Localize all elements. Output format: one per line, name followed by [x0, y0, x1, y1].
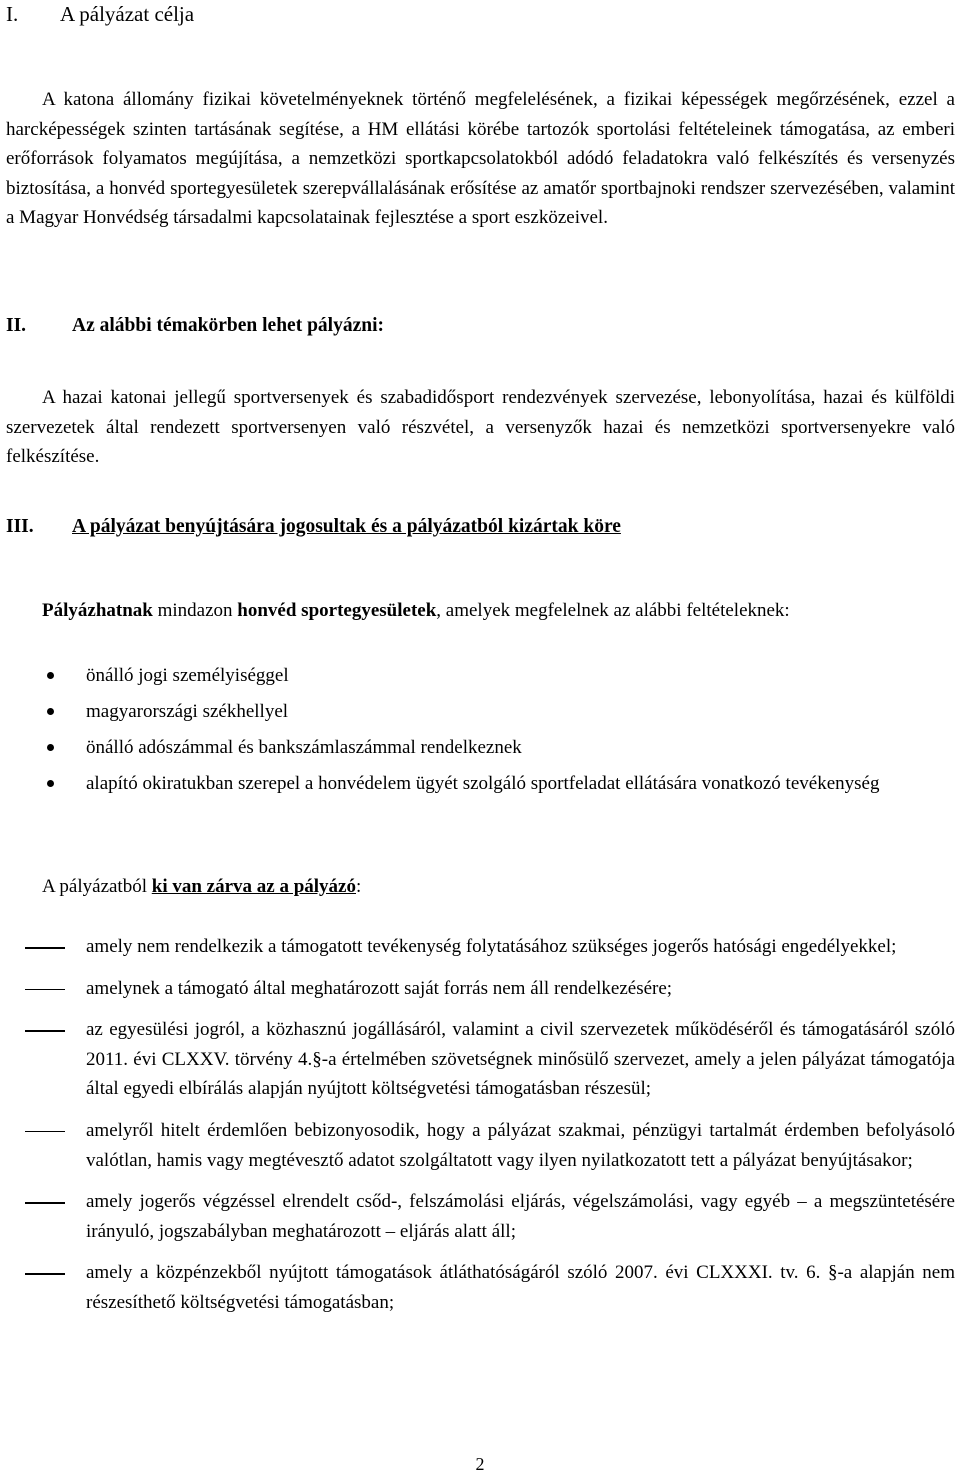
conditions-list: [6, 661, 955, 805]
bullet-icon: [47, 708, 54, 715]
excluded-bold: ki van zárva az a pályázó: [151, 876, 356, 897]
list-item: az egyesülési jogról, a közhasznú jogállásáról, valamint a civil szervezetek működéséről és támogatásáról szóló 2011. évi CLXXV. törvény 4.§-a értelmében szövetségnek minősülő szervezet, amely a jelen pályázat támogatója által egyedi elbírálás alapján nyújtott költségvetési támogatásban részesül;: [6, 1015, 955, 1104]
bullet-icon: [47, 780, 54, 787]
section-1-number: I.: [6, 2, 19, 26]
list-item: alapító okiratukban szerepel a honvédelem ügyét szolgáló sportfeladat ellátására vonatkozó tevékenység: [6, 769, 955, 798]
list-item: amelyről hitelt érdemlően bebizonyosodik, hogy a pályázat szakmai, pénzügyi tartalmát érdemben befolyásoló valótlan, hamis vagy megtévesztő adatot szolgáltatott vagy ilyen nyilatkozatott tett a pályázat benyújtásakor;: [6, 1116, 955, 1175]
section-2-paragraph: [6, 383, 955, 472]
list-item: magyarországi székhellyel: [6, 697, 955, 726]
section-1-paragraph: [6, 85, 955, 233]
eligible-mid: mindazon: [152, 600, 238, 621]
page-number: 2: [475, 1454, 485, 1474]
dash-icon: [25, 1202, 65, 1204]
section-2-number: II.: [6, 315, 27, 336]
list-item: amelynek a támogató által meghatározott saját forrás nem áll rendelkezésére;: [6, 974, 955, 1004]
section-2-heading: [6, 315, 384, 337]
dash-icon: [25, 1273, 65, 1275]
section-3-number: III.: [6, 516, 34, 537]
eligible-bold-1: Pályázhatnak: [42, 600, 153, 621]
excluded-pre: A pályázatból: [42, 876, 152, 897]
dash-icon: [25, 947, 65, 949]
list-item: önálló jogi személyiséggel: [6, 661, 955, 690]
dash-icon: [25, 1131, 65, 1133]
dash-icon: [25, 1030, 65, 1032]
eligible-rest: , amelyek megfelelnek az alábbi feltételeknek:: [436, 600, 790, 621]
excluded-paragraph: [6, 872, 955, 902]
section-1-heading: [6, 2, 194, 27]
exclusions-list: [6, 932, 955, 1318]
section-2-title: Az alábbi témakörben lehet pályázni:: [72, 315, 384, 336]
section-2-text: A hazai katonai jellegű sportversenyek és szabadidősport rendezvények szervezése, lebonyolítása, hazai és külföldi szervezetek által rendezett sportversenyen való részvétel, a versenyzők hazai és nemzetközi sportversenyekre való felkészítése.: [6, 387, 955, 467]
list-item: amely jogerős végzéssel elrendelt csőd-, felszámolási eljárás, végelszámolási, vagy egyéb – a megszüntetésére irányuló, jogszabályban meghatározott – eljárás alatt áll;: [6, 1187, 955, 1246]
list-item: önálló adószámmal és bankszámlaszámmal rendelkeznek: [6, 733, 955, 762]
section-1-text: A katona állomány fizikai követelményeknek történő megfelelésének, a fizikai képességek megőrzésének, ezzel a harcképességek szinten tartásának segítése, a HM ellátási körébe tartozók sportolási feltételeinek támogatása, az emberi erőforrások folyamatos megújítása, a nemzetközi sportkapcsolatokból adódó feladatokra való felkészítés és versenyzés biztosítása, a honvéd sportegyesületek szerepvállalásának erősítése az amatőr sportbajnoki rendszer szervezésében, valamint a Magyar Honvédség társadalmi kapcsolatainak fejlesztése a sport eszközeivel.: [6, 89, 955, 228]
list-item: amely nem rendelkezik a támogatott tevékenység folytatásához szükséges jogerős hatósági engedélyekkel;: [6, 932, 955, 962]
excluded-post: :: [356, 876, 362, 897]
eligible-paragraph: [6, 596, 955, 626]
dash-icon: [25, 989, 65, 991]
bullet-icon: [47, 744, 54, 751]
bullet-icon: [47, 672, 54, 679]
section-3-heading: [6, 516, 621, 538]
section-3-title: A pályázat benyújtására jogosultak és a pályázatból kizártak köre: [72, 516, 621, 537]
section-1-title: A pályázat célja: [60, 2, 195, 26]
list-item: amely a közpénzekből nyújtott támogatások átláthatóságáról szóló 2007. évi CLXXXI. tv. 6. §-a alapján nem részesíthető költségvetési támogatásban;: [6, 1258, 955, 1317]
eligible-bold-2: honvéd sportegyesületek: [237, 600, 437, 621]
